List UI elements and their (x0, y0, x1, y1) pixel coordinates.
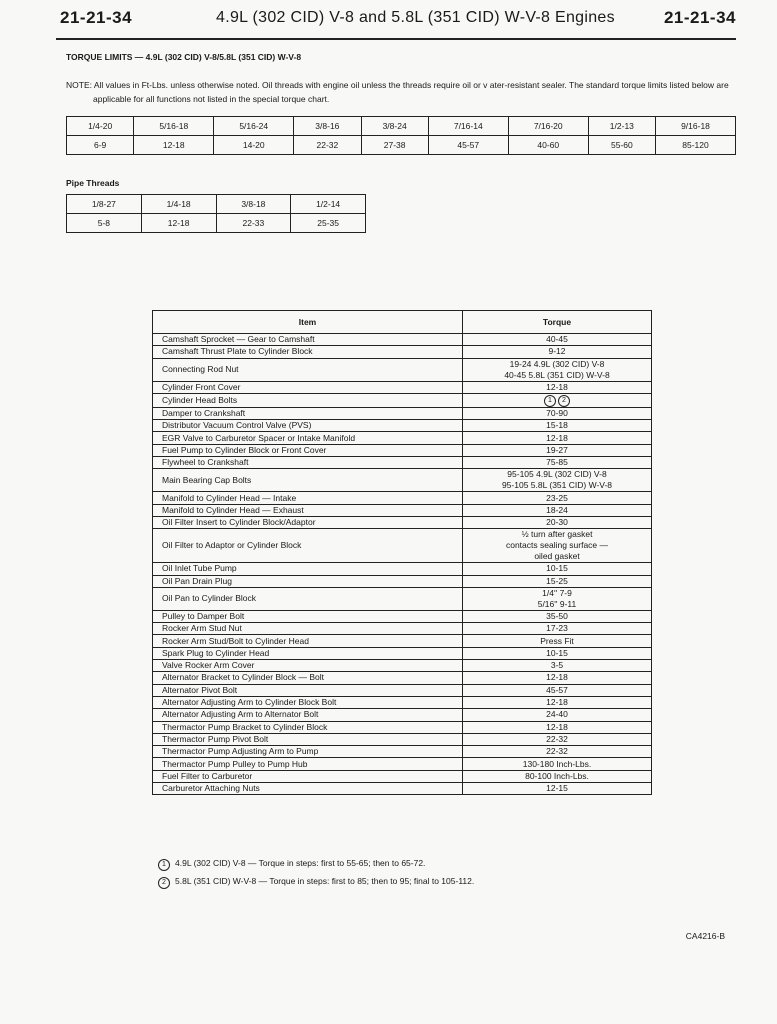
table-row (153, 575, 652, 587)
table-row (153, 587, 652, 610)
torque-line: 15-25 (546, 575, 568, 586)
table-row (153, 770, 652, 782)
table-row (153, 783, 652, 795)
item-cell: Alternator Adjusting Arm to Cylinder Block Bolt (153, 696, 463, 708)
item-cell: Camshaft Thrust Plate to Cylinder Block (153, 346, 463, 358)
torque-cell (463, 457, 652, 469)
table-row (153, 516, 652, 528)
torque-line: 10-15 (546, 647, 568, 658)
thread-size-cell: 7/16-14 (428, 117, 508, 136)
torque-cell (463, 393, 652, 407)
torque-value-cell: 22-32 (294, 136, 361, 155)
torque-line: 70-90 (546, 408, 568, 419)
torque-line: 12-18 (546, 672, 568, 683)
torque-cell (463, 492, 652, 504)
torque-line: 40-45 5.8L (351 CID) W-V-8 (504, 369, 610, 380)
item-cell: Rocker Arm Stud Nut (153, 623, 463, 635)
thread-size-cell: 7/16-20 (508, 117, 588, 136)
page-number-left: 21-21-34 (60, 8, 133, 27)
item-cell: Spark Plug to Cylinder Head (153, 647, 463, 659)
torque-value-cell: 85-120 (656, 136, 736, 155)
torque-line: 5/16'' 9-11 (537, 598, 577, 609)
torque-line: 17-23 (546, 623, 568, 634)
table-row (153, 709, 652, 721)
item-cell: Rocker Arm Stud/Bolt to Cylinder Head (153, 635, 463, 647)
table-row (153, 469, 652, 492)
table-row (153, 457, 652, 469)
torque-cell (463, 684, 652, 696)
torque-cell (463, 469, 652, 492)
footnote-1 (158, 858, 425, 871)
table-row (153, 635, 652, 647)
torque-line: 9-12 (548, 346, 566, 357)
item-cell: Valve Rocker Arm Cover (153, 660, 463, 672)
torque-line: 40-45 (546, 334, 568, 345)
item-cell: Pulley to Damper Bolt (153, 610, 463, 622)
item-cell: Alternator Pivot Bolt (153, 684, 463, 696)
table-row (153, 721, 652, 733)
torque-line: contacts sealing surface — (505, 540, 609, 551)
thread-size-cell: 5/16-18 (134, 117, 214, 136)
torque-cell (463, 746, 652, 758)
table-row (153, 529, 652, 563)
torque-line: oiled gasket (534, 551, 580, 562)
table-row (153, 733, 652, 745)
torque-line: 75-85 (546, 457, 568, 468)
torque-cell (463, 733, 652, 745)
table-row (153, 407, 652, 419)
thread-size-cell: 3/8-24 (361, 117, 428, 136)
item-cell: Thermactor Pump Adjusting Arm to Pump (153, 746, 463, 758)
torque-line: 95-105 4.9L (302 CID) V-8 (507, 469, 607, 480)
torque-value-cell: 45-57 (428, 136, 508, 155)
footnote-mark-1: 1 (158, 859, 170, 871)
pipe-sizes-row (67, 195, 366, 214)
item-column-header: Item (153, 311, 463, 334)
table-row (153, 684, 652, 696)
torque-cell (463, 444, 652, 456)
item-cell: Thermactor Pump Pivot Bolt (153, 733, 463, 745)
standard-torques-row (67, 136, 736, 155)
table-row (153, 420, 652, 432)
table-row (153, 504, 652, 516)
figure-code: CA4216-B (685, 931, 725, 941)
torque-value-cell: 14-20 (214, 136, 294, 155)
item-cell: Distributor Vacuum Control Valve (PVS) (153, 420, 463, 432)
table-row (153, 758, 652, 770)
torque-line: 1/4'' 7-9 (542, 587, 572, 598)
special-torque-table (152, 310, 652, 795)
pipe-threads-table (66, 194, 366, 233)
torque-cell (463, 587, 652, 610)
torque-line: 22-32 (546, 746, 568, 757)
item-cell: Oil Pan to Cylinder Block (153, 587, 463, 610)
note (66, 78, 738, 106)
table-row (153, 696, 652, 708)
torque-line: 20-30 (546, 517, 568, 528)
item-cell: Fuel Filter to Carburetor (153, 770, 463, 782)
torque-cell (463, 575, 652, 587)
item-cell: Alternator Bracket to Cylinder Block — Bolt (153, 672, 463, 684)
torque-cell (463, 783, 652, 795)
note-line-2: applicable for all functions not listed in the special torque chart. (93, 94, 330, 104)
pipe-torque-cell: 5-8 (67, 214, 142, 233)
torque-value-cell: 40-60 (508, 136, 588, 155)
footnote-ref-mark: 2 (558, 395, 570, 407)
item-cell: Alternator Adjusting Arm to Alternator Bolt (153, 709, 463, 721)
pipe-torque-cell: 25-35 (291, 214, 366, 233)
pipe-size-cell: 1/2-14 (291, 195, 366, 214)
table-row (153, 334, 652, 346)
table-row (153, 647, 652, 659)
item-cell: Thermactor Pump Pulley to Pump Hub (153, 758, 463, 770)
item-cell: Main Bearing Cap Bolts (153, 469, 463, 492)
torque-line: 12-18 (546, 721, 568, 732)
item-cell: Cylinder Front Cover (153, 381, 463, 393)
torque-line: 22-32 (546, 733, 568, 744)
thread-size-cell: 5/16-24 (214, 117, 294, 136)
table-row (153, 623, 652, 635)
item-cell: Thermactor Pump Bracket to Cylinder Block (153, 721, 463, 733)
table-row (153, 492, 652, 504)
torque-cell (463, 420, 652, 432)
section-title: TORQUE LIMITS — 4.9L (302 CID) V-8/5.8L (351 CID) W-V-8 (66, 52, 302, 62)
torque-value-cell: 55-60 (588, 136, 655, 155)
standard-sizes-row (67, 117, 736, 136)
page-title: 4.9L (302 CID) V-8 and 5.8L (351 CID) W-V-8 Engines (216, 9, 615, 26)
torque-line: 35-50 (546, 611, 568, 621)
pipe-torque-cell: 12-18 (141, 214, 216, 233)
torque-cell (463, 610, 652, 622)
table-row (153, 660, 652, 672)
standard-torque-table (66, 116, 736, 155)
torque-line: 10-15 (546, 563, 568, 574)
footnote-ref-mark: 1 (544, 395, 556, 407)
pipe-threads-title: Pipe Threads (66, 178, 120, 188)
item-cell: Oil Pan Drain Plug (153, 575, 463, 587)
item-cell: Cylinder Head Bolts (153, 393, 463, 407)
item-cell: Flywheel to Crankshaft (153, 457, 463, 469)
torque-cell (463, 334, 652, 346)
torque-cell (463, 635, 652, 647)
footnote-mark-2: 2 (158, 877, 170, 889)
torque-value-cell: 12-18 (134, 136, 214, 155)
torque-line: 12-15 (546, 783, 568, 794)
torque-line: 3-5 (550, 660, 564, 671)
item-cell: Fuel Pump to Cylinder Block or Front Cover (153, 444, 463, 456)
torque-cell (463, 358, 652, 381)
torque-line: 130-180 Inch-Lbs. (522, 758, 592, 769)
item-cell: Oil Filter to Adaptor or Cylinder Block (153, 529, 463, 563)
torque-cell (463, 381, 652, 393)
torque-line: 80-100 Inch-Lbs. (525, 770, 589, 781)
torque-line: 24-40 (546, 709, 568, 720)
torque-cell (463, 709, 652, 721)
torque-line: 95-105 5.8L (351 CID) W-V-8 (501, 480, 613, 491)
special-table-body (153, 334, 652, 795)
item-cell: Carburetor Attaching Nuts (153, 783, 463, 795)
torque-cell (463, 672, 652, 684)
torque-cell (463, 516, 652, 528)
thread-size-cell: 1/2-13 (588, 117, 655, 136)
torque-cell (463, 432, 652, 444)
torque-cell (463, 770, 652, 782)
table-row (153, 610, 652, 622)
item-cell: EGR Valve to Carburetor Spacer or Intake Manifold (153, 432, 463, 444)
table-row (153, 563, 652, 575)
footnote-text-1: 4.9L (302 CID) V-8 — Torque in steps: first to 55-65; then to 65-72. (175, 858, 426, 868)
torque-cell (463, 529, 652, 563)
table-row (153, 746, 652, 758)
torque-cell (463, 346, 652, 358)
pipe-size-cell: 1/8-27 (67, 195, 142, 214)
footnote-2 (158, 876, 474, 889)
torque-cell (463, 660, 652, 672)
torque-cell (463, 407, 652, 419)
item-cell: Manifold to Cylinder Head — Exhaust (153, 504, 463, 516)
torque-line: 15-18 (546, 420, 568, 431)
table-row (153, 381, 652, 393)
table-row (153, 672, 652, 684)
item-cell: Oil Inlet Tube Pump (153, 563, 463, 575)
torque-cell (463, 721, 652, 733)
special-table-header (153, 311, 652, 334)
torque-line: 45-57 (546, 684, 568, 695)
torque-column-header: Torque (463, 311, 652, 334)
torque-cell (463, 623, 652, 635)
pipe-torque-cell: 22-33 (216, 214, 291, 233)
torque-line: 12-18 (546, 381, 568, 392)
pipe-size-cell: 3/8-18 (216, 195, 291, 214)
thread-size-cell: 1/4-20 (67, 117, 134, 136)
note-line-1: NOTE: All values in Ft-Lbs. unless otherwise noted. Oil threads with engine oil unless the threads require oil or v ater-resistant sealer. The standard torque limits listed below are (66, 80, 729, 90)
torque-line: Press Fit (540, 635, 574, 646)
torque-value-cell: 27-38 (361, 136, 428, 155)
torque-cell (463, 504, 652, 516)
table-row (153, 444, 652, 456)
table-row (153, 346, 652, 358)
footnote-text-2: 5.8L (351 CID) W-V-8 — Torque in steps: first to 85; then to 95; final to 105-112. (175, 876, 475, 886)
torque-line: 12-18 (546, 432, 568, 443)
torque-cell (463, 563, 652, 575)
torque-line: ½ turn after gasket (521, 529, 593, 540)
item-cell: Oil Filter Insert to Cylinder Block/Adaptor (153, 516, 463, 528)
table-row (153, 358, 652, 381)
pipe-torques-row (67, 214, 366, 233)
item-cell: Camshaft Sprocket — Gear to Camshaft (153, 334, 463, 346)
item-cell: Manifold to Cylinder Head — Intake (153, 492, 463, 504)
table-row (153, 393, 652, 407)
torque-cell (463, 696, 652, 708)
torque-cell (463, 758, 652, 770)
torque-line: 19-24 4.9L (302 CID) V-8 (509, 358, 605, 369)
page-header (56, 8, 736, 40)
thread-size-cell: 3/8-16 (294, 117, 361, 136)
torque-line: 18-24 (546, 504, 568, 515)
page-number-right: 21-21-34 (663, 8, 736, 27)
table-row (153, 432, 652, 444)
torque-line: 12-18 (546, 697, 568, 708)
torque-cell (463, 647, 652, 659)
torque-value-cell: 6-9 (67, 136, 134, 155)
pipe-size-cell: 1/4-18 (141, 195, 216, 214)
torque-line: 19-27 (546, 444, 568, 455)
item-cell: Damper to Crankshaft (153, 407, 463, 419)
item-cell: Connecting Rod Nut (153, 358, 463, 381)
thread-size-cell: 9/16-18 (656, 117, 736, 136)
torque-line: 23-25 (546, 492, 568, 503)
